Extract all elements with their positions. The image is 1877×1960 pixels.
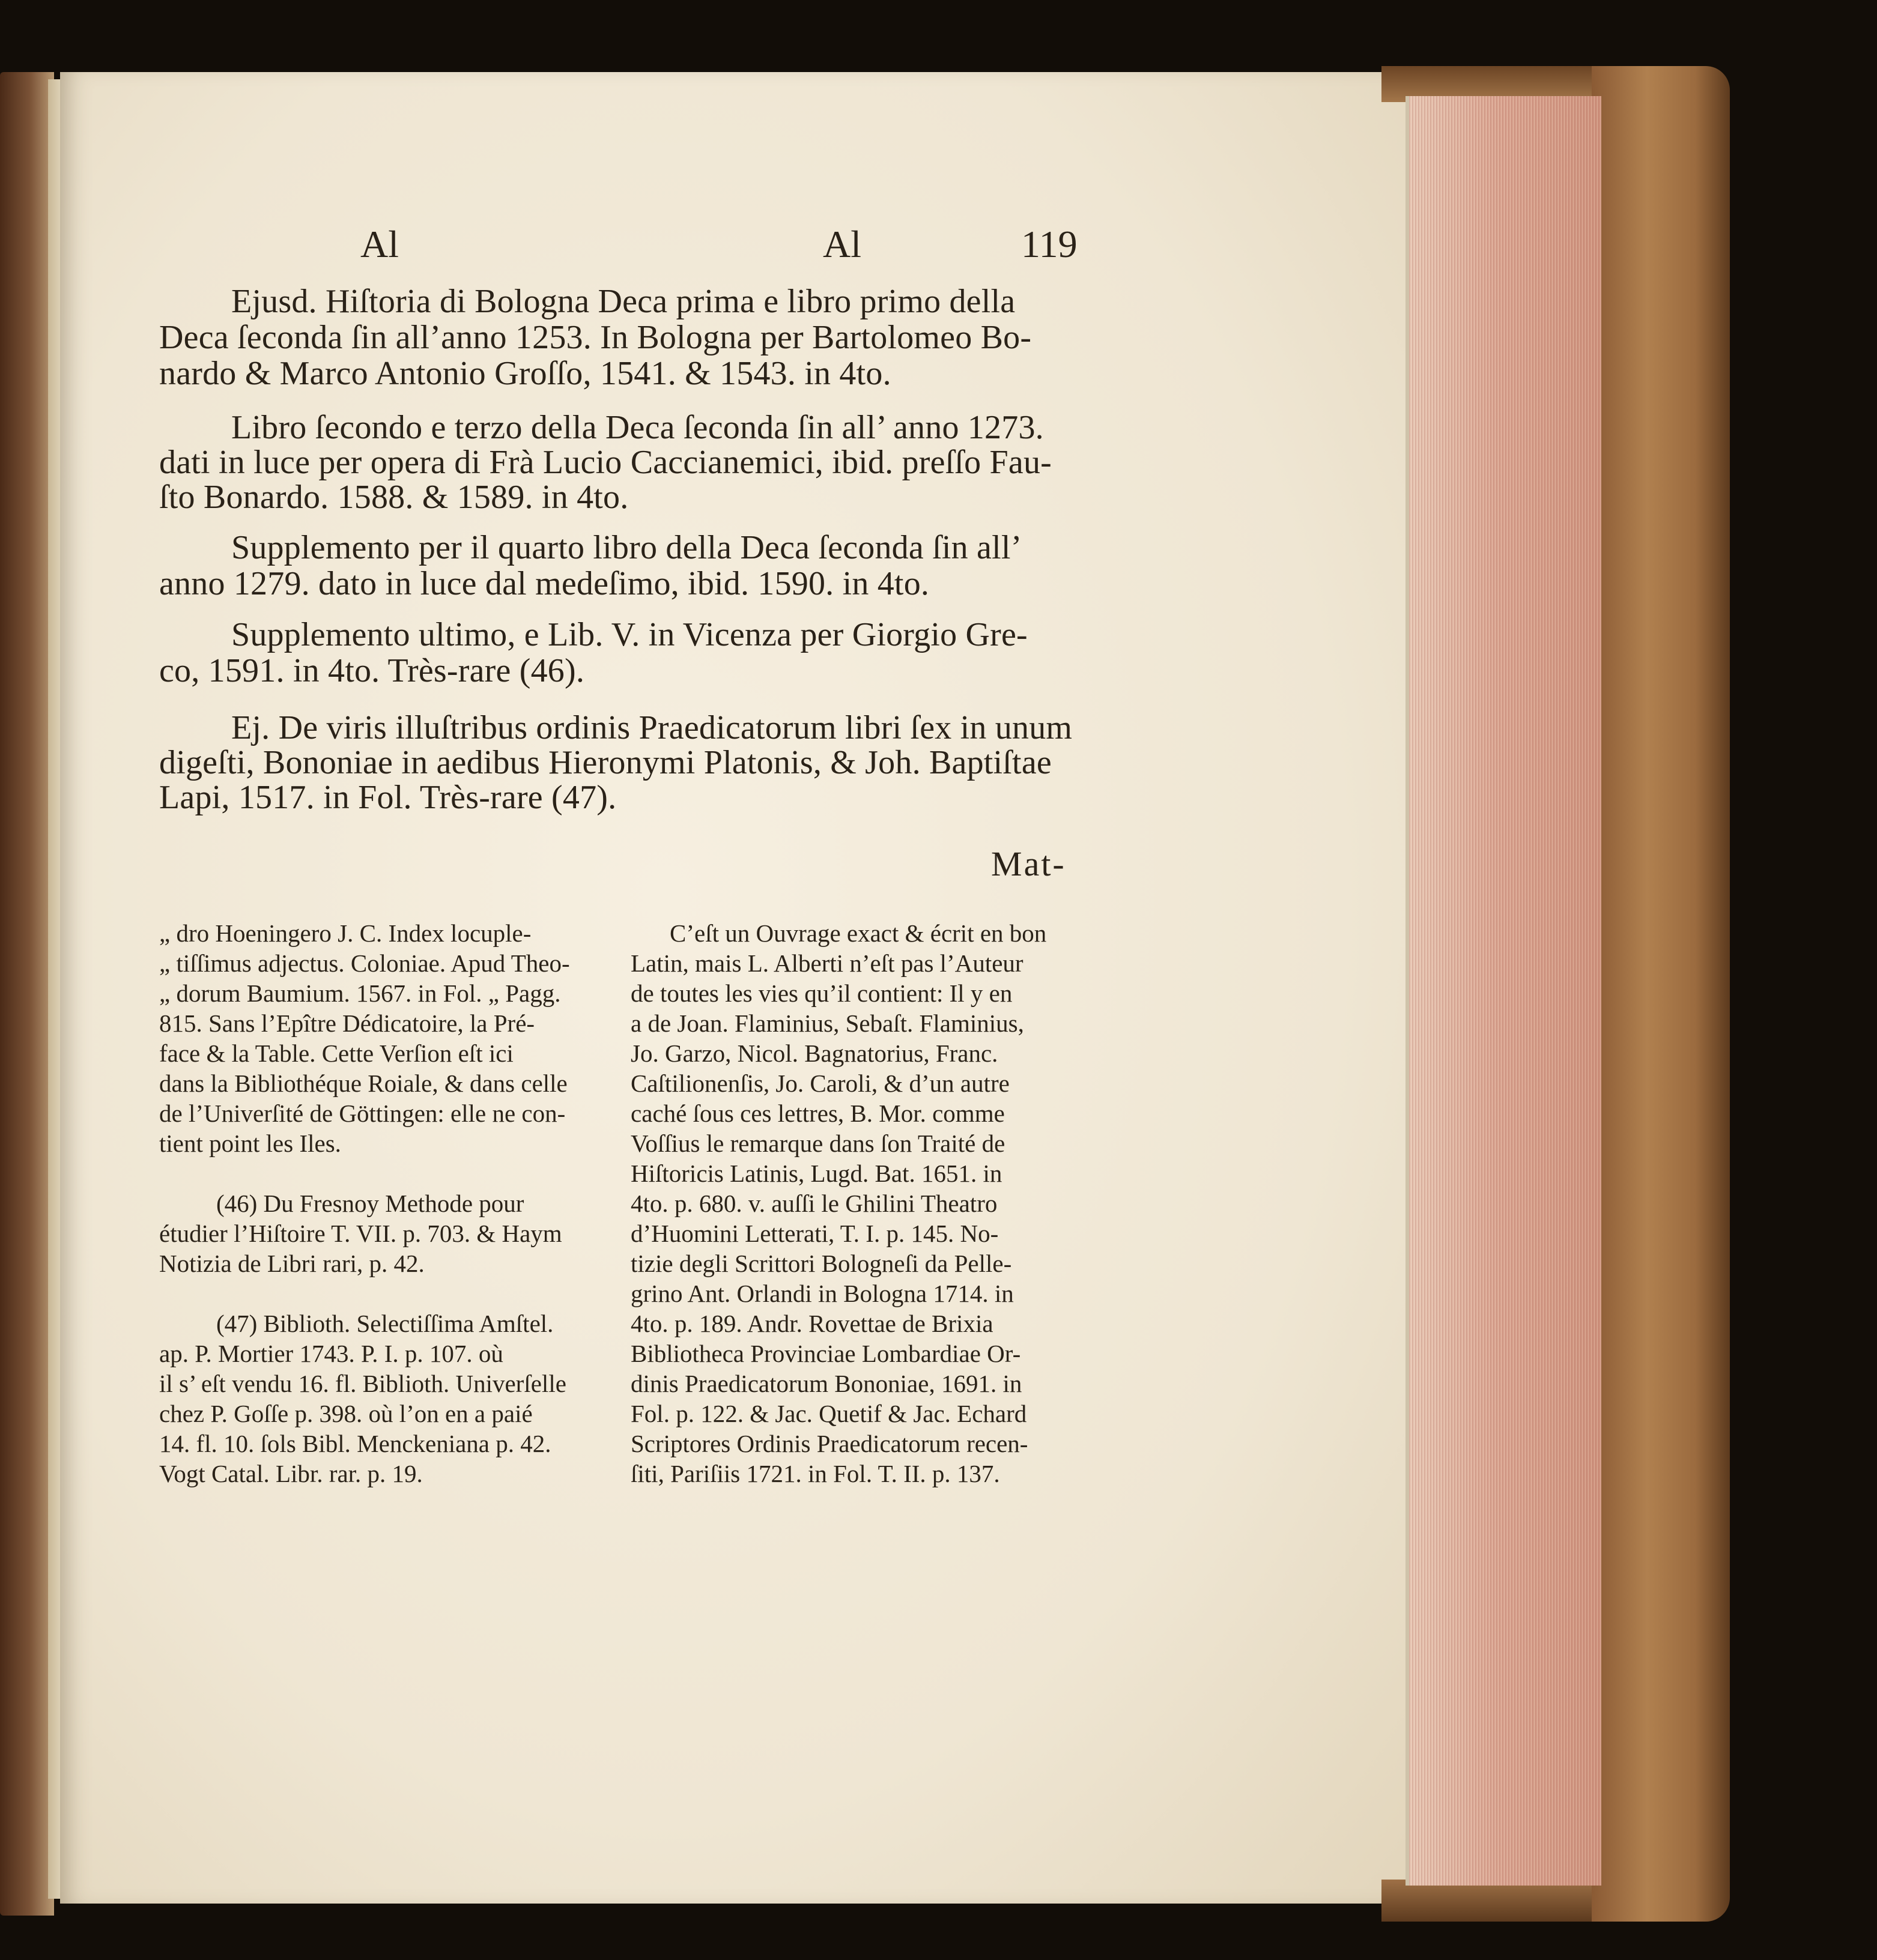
note-line: tient point les Iles. bbox=[159, 1130, 341, 1157]
note-line: „ dro Hoeningero J. C. Index locuple- bbox=[159, 919, 532, 947]
note-line: Caſtilionenſis, Jo. Caroli, & d’un autre bbox=[631, 1069, 1010, 1097]
note-line: dans la Bibliothéque Roiale, & dans celle bbox=[159, 1069, 568, 1097]
entry-line: Ejusd. Hiſtoria di Bologna Deca prima e libro primo della bbox=[231, 283, 1016, 320]
note-line: 4to. p. 680. v. auſſi le Ghilini Theatro bbox=[631, 1190, 998, 1217]
note-line: 14. fl. 10. ſols Bibl. Menckeniana p. 42. bbox=[159, 1430, 551, 1457]
note-line: Scriptores Ordinis Praedicatorum recen- bbox=[631, 1430, 1028, 1457]
entry-line: ſto Bonardo. 1588. & 1589. in 4to. bbox=[159, 479, 629, 516]
note-line: „ dorum Baumium. 1567. in Fol. „ Pagg. bbox=[159, 979, 561, 1007]
note-line: Voſſius le remarque dans ſon Traité de bbox=[631, 1130, 1005, 1157]
note-line: ſiti, Pariſiis 1721. in Fol. T. II. p. 137. bbox=[631, 1460, 1000, 1487]
entry-line: Supplemento per il quarto libro della Deca ſeconda ſin all’ bbox=[231, 529, 1022, 566]
entry-line: nardo & Marco Antonio Groſſo, 1541. & 1543. in 4to. bbox=[159, 355, 891, 392]
entry-line: anno 1279. dato in luce dal medeſimo, ibid. 1590. in 4to. bbox=[159, 565, 930, 602]
entry-line: Lapi, 1517. in Fol. Très-rare (47). bbox=[159, 779, 617, 816]
note-line: il s’ eſt vendu 16. fl. Biblioth. Univerſelle bbox=[159, 1370, 566, 1397]
entry-line: Ej. De viris illuſtribus ordinis Praedicatorum libri ſex in unum bbox=[231, 709, 1073, 746]
note-line: étudier l’Hiſtoire T. VII. p. 703. & Haym bbox=[159, 1220, 562, 1247]
note-line: dinis Praedicatorum Bononiae, 1691. in bbox=[631, 1370, 1022, 1397]
entry-line: Supplemento ultimo, e Lib. V. in Vicenza per Giorgio Gre- bbox=[231, 616, 1028, 653]
note-line: 4to. p. 189. Andr. Rovettae de Brixia bbox=[631, 1310, 993, 1337]
note-line: tizie degli Scrittori Bologneſi da Pelle- bbox=[631, 1250, 1012, 1277]
note-line: Latin, mais L. Alberti n’eſt pas l’Auteur bbox=[631, 949, 1023, 977]
note-line: Jo. Garzo, Nicol. Bagnatorius, Franc. bbox=[631, 1039, 998, 1067]
note-line: face & la Table. Cette Verſion eſt ici bbox=[159, 1039, 514, 1067]
note-line: de toutes les vies qu’il contient: Il y en bbox=[631, 979, 1013, 1007]
note-line: de l’Univerſité de Göttingen: elle ne con- bbox=[159, 1099, 566, 1127]
note-line: grino Ant. Orlandi in Bologna 1714. in bbox=[631, 1280, 1014, 1307]
book-cover-left bbox=[0, 72, 54, 1916]
note-line: Vogt Catal. Libr. rar. p. 19. bbox=[159, 1460, 423, 1487]
note-line: Hiſtoricis Latinis, Lugd. Bat. 1651. in bbox=[631, 1160, 1002, 1187]
note-line: C’eſt un Ouvrage exact & écrit en bon bbox=[670, 919, 1047, 947]
page-number: 119 bbox=[1021, 223, 1078, 265]
note-line: „ tiſſimus adjectus. Coloniae. Apud Theo- bbox=[159, 949, 570, 977]
note-line: Fol. p. 122. & Jac. Quetif & Jac. Echard bbox=[631, 1400, 1027, 1427]
footnote-47: (47) Biblioth. Selectiſſima Amſtel. bbox=[216, 1310, 554, 1337]
note-line: caché ſous ces lettres, B. Mor. comme bbox=[631, 1099, 1005, 1127]
running-head-left: Al bbox=[360, 223, 399, 265]
note-line: Bibliotheca Provinciae Lombardiae Or- bbox=[631, 1340, 1021, 1367]
note-line: d’Huomini Letterati, T. I. p. 145. No- bbox=[631, 1220, 999, 1247]
page-fore-edge bbox=[1405, 96, 1601, 1886]
note-line: a de Joan. Flaminius, Sebaſt. Flaminius, bbox=[631, 1009, 1024, 1037]
note-line: 815. Sans l’Epître Dédicatoire, la Pré- bbox=[159, 1009, 535, 1037]
entry-line: Deca ſeconda ſin all’anno 1253. In Bologna per Bartolomeo Bo- bbox=[159, 319, 1032, 356]
note-line: chez P. Goſſe p. 398. où l’on en a paié bbox=[159, 1400, 533, 1427]
entry-line: Libro ſecondo e terzo della Deca ſeconda ſin all’ anno 1273. bbox=[231, 409, 1044, 446]
note-line: ap. P. Mortier 1743. P. I. p. 107. où bbox=[159, 1340, 503, 1367]
catchword: Mat- bbox=[991, 844, 1066, 883]
running-head-middle: Al bbox=[823, 223, 861, 265]
footnote-46: (46) Du Fresnoy Methode pour bbox=[216, 1190, 524, 1217]
book-binding-right bbox=[1592, 66, 1730, 1922]
note-line: Notizia de Libri rari, p. 42. bbox=[159, 1250, 425, 1277]
entry-line: digeſti, Bononiae in aedibus Hieronymi Platonis, & Joh. Baptiſtae bbox=[159, 744, 1052, 781]
entry-line: dati in luce per opera di Frà Lucio Caccianemici, ibid. preſſo Fau- bbox=[159, 444, 1052, 481]
entry-line: co, 1591. in 4to. Très-rare (46). bbox=[159, 652, 585, 689]
